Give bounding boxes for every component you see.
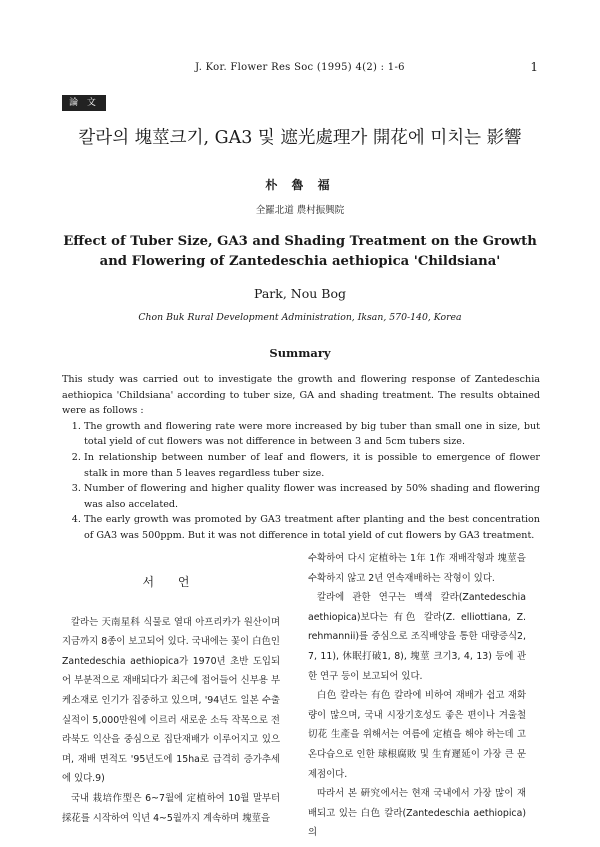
english-author: Park, Nou Bog: [254, 286, 346, 301]
summary-heading: Summary: [269, 346, 331, 360]
english-title-line-2: and Flowering of Zantedeschia aethiopica 'Childsiana': [99, 254, 501, 269]
summary-item: 4. The early growth was promoted by GA3 treatment after planting and the best concentration of GA3 was 500ppm. But it was not difference in total yield of cut flowers by GA3 treatment.: [84, 512, 540, 543]
summary-block: [62, 372, 540, 544]
korean-author: 朴 魯 福: [265, 178, 335, 192]
article-type-badge: 論 文: [62, 95, 106, 111]
right-column: [308, 549, 526, 843]
english-affiliation: Chon Buk Rural Development Administration, Iksan, 570-140, Korea: [138, 312, 462, 323]
summary-item: 2. In relationship between number of leaf and flowers, it is possible to emergence of flower stalk in more than 5 leaves regardless tuber size.: [84, 450, 540, 481]
paragraph: 따라서 본 硏究에서는 현재 국내에서 가장 많이 재배되고 있는 白色 칼라(Zantedeschia aethiopica)의: [308, 788, 526, 839]
paragraph: 칼라는 天南星科 식물로 열대 아프리카가 원산이며 지금까지 8종이 보고되어 있다. 국내에는 꽃이 白色인 Zantedeschia aethiopica가 1970년 초반 도입되어 부분적으로 재배되다가 최근에 접어들어 신부용 부케소재로 인기가 집중하고 있으며, '94년도 일본 수출 실적이 5,000만원에 이르러 새로운 소득 작목으로 전라북도 익산을 중심으로 집단재배가 이루어지고 있으며, 재배 면적도 '95년도에 15ha로 급격히 증가추세에 있다.9): [62, 616, 280, 785]
korean-affiliation: 全羅北道 農村振興院: [255, 205, 345, 216]
paragraph: 국내 栽培作型은 6~7월에 定植하여 10월 말부터 採花를 시작하여 익년 4~5월까지 계속하며 塊莖을: [62, 792, 280, 824]
paragraph: 수확하여 다시 定植하는 1年 1作 재배작형과 塊莖을 수확하지 않고 2년 연속재배하는 작형이 있다.: [308, 553, 526, 584]
paragraph: 白色 칼라는 有色 칼라에 비하여 재배가 쉽고 재화량이 많으며, 국내 시장기호성도 좋은 편이나 겨울철 切花 生產을 위해서는 여름에 定植을 해야 하는데 고온다습으로 인한 球根腐敗 및 生育遲延이 가장 큰 문제점이다.: [308, 690, 526, 780]
page-number: 1: [530, 60, 538, 74]
korean-title: 칼라의 塊莖크기, GA3 및 遮光處理가 開花에 미치는 影響: [78, 128, 522, 148]
summary-intro: This study was carried out to investigate the growth and flowering response of Zantedeschia aethiopica 'Childsiana' according to tuber size, GA and shading treatment. The results obtained were as follows :: [62, 374, 540, 417]
english-title: [0, 232, 600, 272]
summary-item: 3. Number of flowering and higher quality flower was increased by 50% shading and flowering was also accelated.: [84, 481, 540, 512]
english-title-line-1: Effect of Tuber Size, GA3 and Shading Treatment on the Growth: [63, 234, 537, 249]
running-head: J. Kor. Flower Res Soc (1995) 4(2) : 1-6: [195, 62, 405, 73]
section-heading: 서 언: [142, 575, 200, 589]
paragraph: 칼라에 관한 연구는 백색 칼라(Zantedeschia aethiopica)보다는 有色 칼라(Z. elliottiana, Z. rehmannii)를 중심으로 조직배양을 통한 대량증식2, 7, 11), 休眠打破1, 8), 塊莖 크기3, 4, 13) 등에 관한 연구 등이 보고되어 있다.: [308, 592, 526, 682]
left-column: [62, 553, 280, 828]
summary-list: [62, 419, 540, 544]
summary-item: 1. The growth and flowering rate were more increased by big tuber than small one in size, but total yield of cut flowers was not difference in between 3 and 5cm tubers size.: [84, 419, 540, 450]
